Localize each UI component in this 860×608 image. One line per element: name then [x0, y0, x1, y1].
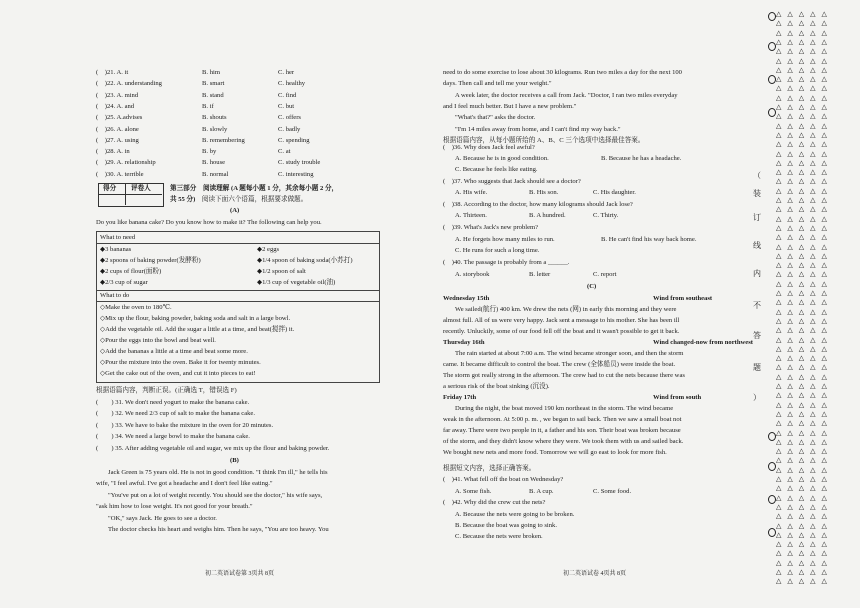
- step: ◇Add the vegetable oil. Add the sugar a little at a time, and beat(搅拌) it.: [100, 326, 295, 333]
- cloze-option-c: C. study trouble: [278, 159, 321, 167]
- triangle-row: △△△△△: [776, 447, 833, 456]
- ingredient: ◆1/2 spoon of salt: [257, 268, 306, 275]
- triangle-row: △△△△△: [776, 149, 833, 158]
- option: C. His daughter.: [593, 189, 636, 196]
- triangle-row: △△△△△: [776, 233, 833, 242]
- part3-title: 第三部分 阅读理解 (A 题每小题 1 分，其余每小题 2 分，: [170, 185, 339, 192]
- q39-option-a: A. He forgets how many miles to run.: [455, 236, 555, 243]
- tf-item: ( ) 34. We need a large bowl to make the banana cake.: [96, 433, 250, 441]
- triangle-row: △△△△△: [776, 168, 833, 177]
- triangle-row: △△△△△: [776, 121, 833, 130]
- cloze-option-c: C. spending: [278, 136, 310, 144]
- cloze-option-a: ( )28. A. in: [96, 148, 130, 156]
- triangle-row: △△△△△: [776, 465, 833, 474]
- step: ◇Add the bananas a little at a time and beat some more.: [100, 348, 248, 355]
- passage-line: far away. There were two people in it, a father and his son. Their boat was broken because: [443, 427, 681, 434]
- triangle-row: △△△△△: [776, 56, 833, 65]
- q38: ( )38. According to the doctor, how many kilograms should Jack lose?: [443, 201, 633, 208]
- triangle-row: △△△△△: [776, 37, 833, 46]
- tf-item: ( ) 32. We need 2/3 cup of salt to make the banana cake.: [96, 410, 256, 418]
- q36-option-a: A. Because he is in good condition.: [455, 155, 549, 162]
- passage-line: of the storm, and they didn't know where they were. We took them with us and sailed back.: [443, 438, 684, 445]
- cloze-option-a: ( )22. A. understanding: [96, 80, 162, 88]
- triangle-row: △△△△△: [776, 354, 833, 363]
- triangle-row: △△△△△: [776, 47, 833, 56]
- passage-line: and I feel much better. But I have a new problem.": [443, 102, 577, 110]
- score-label: 得分: [103, 185, 117, 192]
- binding-hole-circle: [768, 528, 776, 537]
- binding-char: 答: [753, 331, 761, 340]
- triangle-row: △△△△△: [776, 326, 833, 335]
- triangle-row: △△△△△: [776, 261, 833, 270]
- log-day: Wednesday 15th: [443, 295, 490, 302]
- triangle-row: △△△△△: [776, 251, 833, 260]
- triangle-row: △△△△△: [776, 158, 833, 167]
- passage-line: came. It became difficult to control the boat. The crew (全体船员) were inside the boat.: [443, 361, 676, 368]
- triangle-row: △△△△△: [776, 400, 833, 409]
- passage-line: 根据语篇内容，从每小题所给的 A、B、C 三个选项中选择最佳答案。: [443, 136, 645, 144]
- ingredient: ◆2 eggs: [257, 246, 280, 253]
- binding-char: 订: [753, 213, 761, 222]
- cloze-option-b: B. him: [202, 69, 220, 76]
- section-a-label: (A): [230, 207, 240, 214]
- cloze-option-b: B. if: [202, 102, 214, 110]
- triangle-row: △△△△△: [776, 10, 833, 18]
- page-footer-right: 初二英语试卷 4页共 8页: [563, 571, 627, 577]
- binding-hole-circle: [768, 75, 776, 84]
- passage-line: "ask him how to lose weight. It's not good for your breath.": [96, 503, 253, 511]
- triangle-row: △△△△△: [776, 289, 833, 297]
- triangle-row: △△△△△: [776, 382, 833, 390]
- log-wind: Wind from southeast: [653, 295, 713, 302]
- step: ◇Make the oven to 180℃.: [100, 304, 172, 311]
- q37: ( )37. Who suggests that Jack should see a doctor?: [443, 178, 581, 185]
- triangle-row: △△△△△: [776, 242, 833, 251]
- passage-line: We sailed(航行) 400 km. We drew the nets (网) in early this morning and they were: [455, 306, 677, 313]
- q39-option-c: C. He runs for such a long time.: [455, 247, 540, 254]
- ingredient: ◆2 cups of flour(面粉): [100, 268, 162, 275]
- binding-char: ）: [753, 393, 761, 402]
- q39-option-b: B. He can't find his way back home.: [601, 236, 697, 243]
- cloze-option-a: ( )26. A. alone: [96, 125, 139, 133]
- log-day: Friday 17th: [443, 394, 477, 401]
- log-day: Thursday 16th: [443, 339, 485, 346]
- cloze-option-b: B. stand: [202, 91, 224, 99]
- triangle-row: △△△△△: [776, 19, 833, 28]
- triangle-row: △△△△△: [776, 437, 833, 446]
- step: ◇Pour the mixture into the oven. Bake it for twenty minutes.: [100, 359, 261, 366]
- binding-hole-circle: [768, 495, 776, 504]
- passage-line: weak in the afternoon. At 5:00 p. m. , we began to sail back. Then we saw a small boat not: [443, 416, 682, 423]
- cloze-option-c: C. interesting: [278, 170, 314, 178]
- cloze-option-b: B. smart: [202, 80, 225, 88]
- ingredient: ◆3 bananas: [100, 246, 132, 253]
- passage-line: a serious risk of the boat sinking (沉没).: [443, 383, 550, 390]
- log-wind: Wind changed-now from northwest: [653, 339, 753, 346]
- passage-line: A week later, the doctor receives a call from Jack. "Doctor, I ran two miles everyday: [455, 91, 678, 99]
- cloze-option-b: B. normal: [202, 170, 229, 178]
- triangle-row: △△△△△: [776, 493, 833, 502]
- section-b-label: (B): [230, 457, 239, 464]
- tf-instruction: 根据语篇内容，判断正误。(正确选 T，错误选 F): [96, 387, 237, 394]
- q36-option-b: B. Because he has a headache.: [601, 155, 682, 162]
- triangle-row: △△△△△: [776, 177, 833, 186]
- option: A. Thirteen.: [455, 212, 487, 219]
- q41: ( )41. What fell off the boat on Wednesday?: [443, 476, 564, 483]
- ingredient: ◆1/3 cup of vegetable oil(油): [257, 279, 336, 286]
- triangle-row: △△△△△: [776, 456, 833, 465]
- cloze-option-c: C. healthy: [278, 80, 306, 88]
- passage-line: "I'm 14 miles away from home, and I can't find my way back.": [455, 125, 621, 133]
- binding-char: 内: [753, 269, 761, 278]
- passage-line: During the night, the boat moved 190 km northeast in the storm. The wind became: [455, 405, 674, 412]
- option: C. report: [593, 271, 617, 278]
- option: A. Some fish.: [455, 488, 492, 495]
- recipe-box: [96, 231, 380, 383]
- triangle-row: △△△△△: [776, 196, 833, 204]
- passage-line: recently. Unluckily, some of our food fell off the boat and it wasn't possible to get it back.: [443, 328, 680, 335]
- q42-option-a: A. Because the nets were going to be broken.: [455, 511, 575, 518]
- step: ◇Pour the eggs into the bowl and beat well.: [100, 337, 216, 344]
- cloze-option-a: ( )25. A.advises: [96, 114, 143, 122]
- binding-hole-circle: [768, 462, 776, 471]
- triangle-row: △△△△△: [776, 335, 833, 344]
- passage-line: The storm got really strong in the afternoon. The crew had to cut the nets because there was: [443, 372, 685, 379]
- cloze-option-c: C. her: [278, 69, 295, 76]
- triangle-row: △△△△△: [776, 530, 833, 539]
- cloze-option-c: C. at: [278, 148, 291, 156]
- triangle-row: △△△△△: [776, 140, 833, 149]
- triangle-row: △△△△△: [776, 279, 833, 288]
- triangle-row: △△△△△: [776, 428, 833, 437]
- triangle-row: △△△△△: [776, 419, 833, 428]
- c-instruction: 根据短文内容，选择正确答案。: [443, 465, 536, 472]
- triangle-row: △△△△△: [776, 549, 833, 558]
- passage-line: We bought new nets and more food. Tomorrow we will go east to look for more fish.: [443, 449, 667, 456]
- cloze-option-c: C. but: [278, 102, 295, 110]
- cloze-option-a: ( )27. A. using: [96, 136, 139, 144]
- cloze-option-b: B. remembering: [202, 136, 245, 144]
- section-c-label: (C): [587, 283, 597, 290]
- cloze-option-c: C. offers: [278, 114, 301, 122]
- passage-line: wife, "I feel awful. I've got a headache and I don't feel like eating.": [96, 480, 273, 488]
- binding-hole-circle: [768, 12, 776, 21]
- triangle-row: △△△△△: [776, 391, 833, 400]
- cloze-option-a: ( )23. A. mind: [96, 91, 139, 99]
- need-title: What to need: [100, 234, 136, 241]
- triangle-row: △△△△△: [776, 484, 833, 493]
- triangle-row: △△△△△: [776, 512, 833, 521]
- triangle-row: △△△△△: [776, 344, 833, 353]
- triangle-row: △△△△△: [776, 372, 833, 381]
- q36: ( )36. Why does Jack feel awful?: [443, 144, 535, 151]
- cloze-option-a: ( )21. A. it: [96, 69, 129, 76]
- cloze-option-b: B. slowly: [202, 125, 228, 133]
- intro-a: Do you like banana cake? Do you know how to make it? The following can help you.: [96, 219, 322, 226]
- triangle-row: △△△△△: [776, 28, 833, 37]
- triangle-row: △△△△△: [776, 223, 833, 232]
- passage-line: almost full. All of us were very happy. Jack sent a message to his mother. She has been ill: [443, 317, 680, 324]
- option: B. letter: [529, 271, 551, 278]
- binding-hole-circle: [768, 432, 776, 441]
- triangle-row: △△△△△: [776, 298, 833, 307]
- ingredient: ◆2 spoons of baking powder(发酵粉): [100, 257, 201, 264]
- passage-line: need to do some exercise to lose about 30 kilograms. Run two miles a day for the next 100: [443, 69, 682, 76]
- option: C. Some food.: [593, 488, 632, 495]
- left-page: [90, 0, 408, 608]
- triangle-row: △△△△△: [776, 568, 833, 576]
- binding-char: （: [753, 171, 761, 180]
- q42-option-c: C. Because the nets were broken.: [455, 533, 543, 540]
- cloze-option-c: C. badly: [278, 125, 301, 133]
- triangle-row: △△△△△: [776, 475, 833, 483]
- option: B. His son.: [529, 189, 559, 196]
- passage-line: The doctor checks his heart and weighs him. Then he says, "You are too heavy. You: [108, 526, 329, 533]
- right-page: [443, 0, 753, 608]
- part3-line2: 共 55 分) 阅读下面六个语篇，根据要求做题。: [170, 196, 308, 203]
- cloze-option-b: B. by: [202, 148, 217, 156]
- option: A. storybook: [455, 271, 490, 278]
- triangle-row: △△△△△: [776, 409, 833, 418]
- tf-item: ( ) 35. After adding vegetable oil and sugar, we mix up the flour and baking powder.: [96, 444, 330, 452]
- triangle-row: △△△△△: [776, 186, 833, 195]
- page-footer: 初二英语试卷第 3页共 8页: [205, 571, 275, 577]
- cloze-option-a: ( )30. A. terrible: [96, 170, 144, 178]
- passage-line: "You've put on a lot of weight recently. You should see the doctor," his wife says,: [108, 491, 323, 499]
- grader-label: 评卷人: [131, 185, 151, 192]
- triangle-row: △△△△△: [776, 130, 833, 139]
- triangle-row: △△△△△: [776, 93, 833, 102]
- q36-option-c: C. Because he feels like eating.: [455, 166, 538, 173]
- triangle-row: △△△△△: [776, 270, 833, 279]
- option: C. Thirty.: [593, 212, 619, 219]
- triangle-row: △△△△△: [776, 112, 833, 121]
- cloze-option-b: B. house: [202, 159, 226, 167]
- step: ◇Get the cake out of the oven, and cut it into pieces to eat!: [100, 370, 256, 377]
- triangle-row: △△△△△: [776, 205, 833, 214]
- q39: ( )39. What's Jack's new problem?: [443, 224, 539, 231]
- tf-item: ( ) 31. We don't need yogurt to make the banana cake.: [96, 399, 250, 406]
- ingredient: ◆2/3 cup of sugar: [100, 279, 148, 286]
- binding-char: 不: [753, 301, 761, 310]
- binding-margin: [748, 0, 860, 608]
- triangle-row: △△△△△: [776, 65, 833, 74]
- q42-option-b: B. Because the boat was going to sink.: [455, 522, 558, 529]
- binding-char: 装: [753, 189, 761, 198]
- cloze-option-a: ( )29. A. relationship: [96, 159, 156, 167]
- passage-line: "What's that?" asks the doctor.: [455, 114, 536, 122]
- log-wind: Wind from south: [653, 394, 702, 401]
- q42: ( )42. Why did the crew cut the nets?: [443, 499, 546, 506]
- q40: ( )40. The passage is probably from a ______.: [443, 259, 570, 266]
- tf-item: ( ) 33. We have to bake the mixture in the oven for 20 minutes.: [96, 421, 274, 429]
- binding-hole-circle: [768, 108, 776, 117]
- passage-line: "OK," says Jack. He goes to see a doctor.: [108, 514, 217, 522]
- cloze-option-c: C. find: [278, 91, 297, 99]
- option: B. A cup.: [529, 488, 554, 495]
- triangle-row: △△△△△: [776, 540, 833, 549]
- triangle-row: △△△△△: [776, 75, 833, 84]
- triangle-row: △△△△△: [776, 521, 833, 530]
- option: A. His wife.: [455, 189, 488, 196]
- triangle-row: △△△△△: [776, 363, 833, 372]
- do-title: What to do: [100, 292, 130, 299]
- triangle-row: △△△△△: [776, 502, 833, 511]
- triangle-row: △△△△△: [776, 577, 833, 586]
- binding-char: 题: [753, 363, 761, 372]
- triangle-row: △△△△△: [776, 84, 833, 93]
- triangle-row: △△△△△: [776, 214, 833, 223]
- step: ◇Mix up the flour, baking powder, baking soda and salt in a large bowl.: [100, 315, 291, 322]
- option: B. A hundred.: [529, 212, 566, 219]
- cloze-option-b: B. shouts: [202, 114, 227, 122]
- passage-line: Jack Green is 75 years old. He is not in good condition. "I think I'm ill," he tells his: [108, 469, 328, 476]
- cloze-option-a: ( )24. A. and: [96, 102, 135, 110]
- binding-hole-circle: [768, 42, 776, 51]
- passage-line: The rain started at about 7:00 a.m. The wind became stronger soon, and then the storm: [455, 350, 684, 357]
- passage-line: days. Then call and tell me your weight.": [443, 80, 552, 88]
- triangle-row: △△△△△: [776, 316, 833, 325]
- triangle-row: △△△△△: [776, 103, 833, 111]
- binding-char: 线: [753, 241, 761, 250]
- ingredient: ◆1/4 spoon of baking soda(小苏打): [257, 257, 353, 264]
- triangle-row: △△△△△: [776, 558, 833, 567]
- score-table: [98, 183, 164, 207]
- triangle-row: △△△△△: [776, 307, 833, 316]
